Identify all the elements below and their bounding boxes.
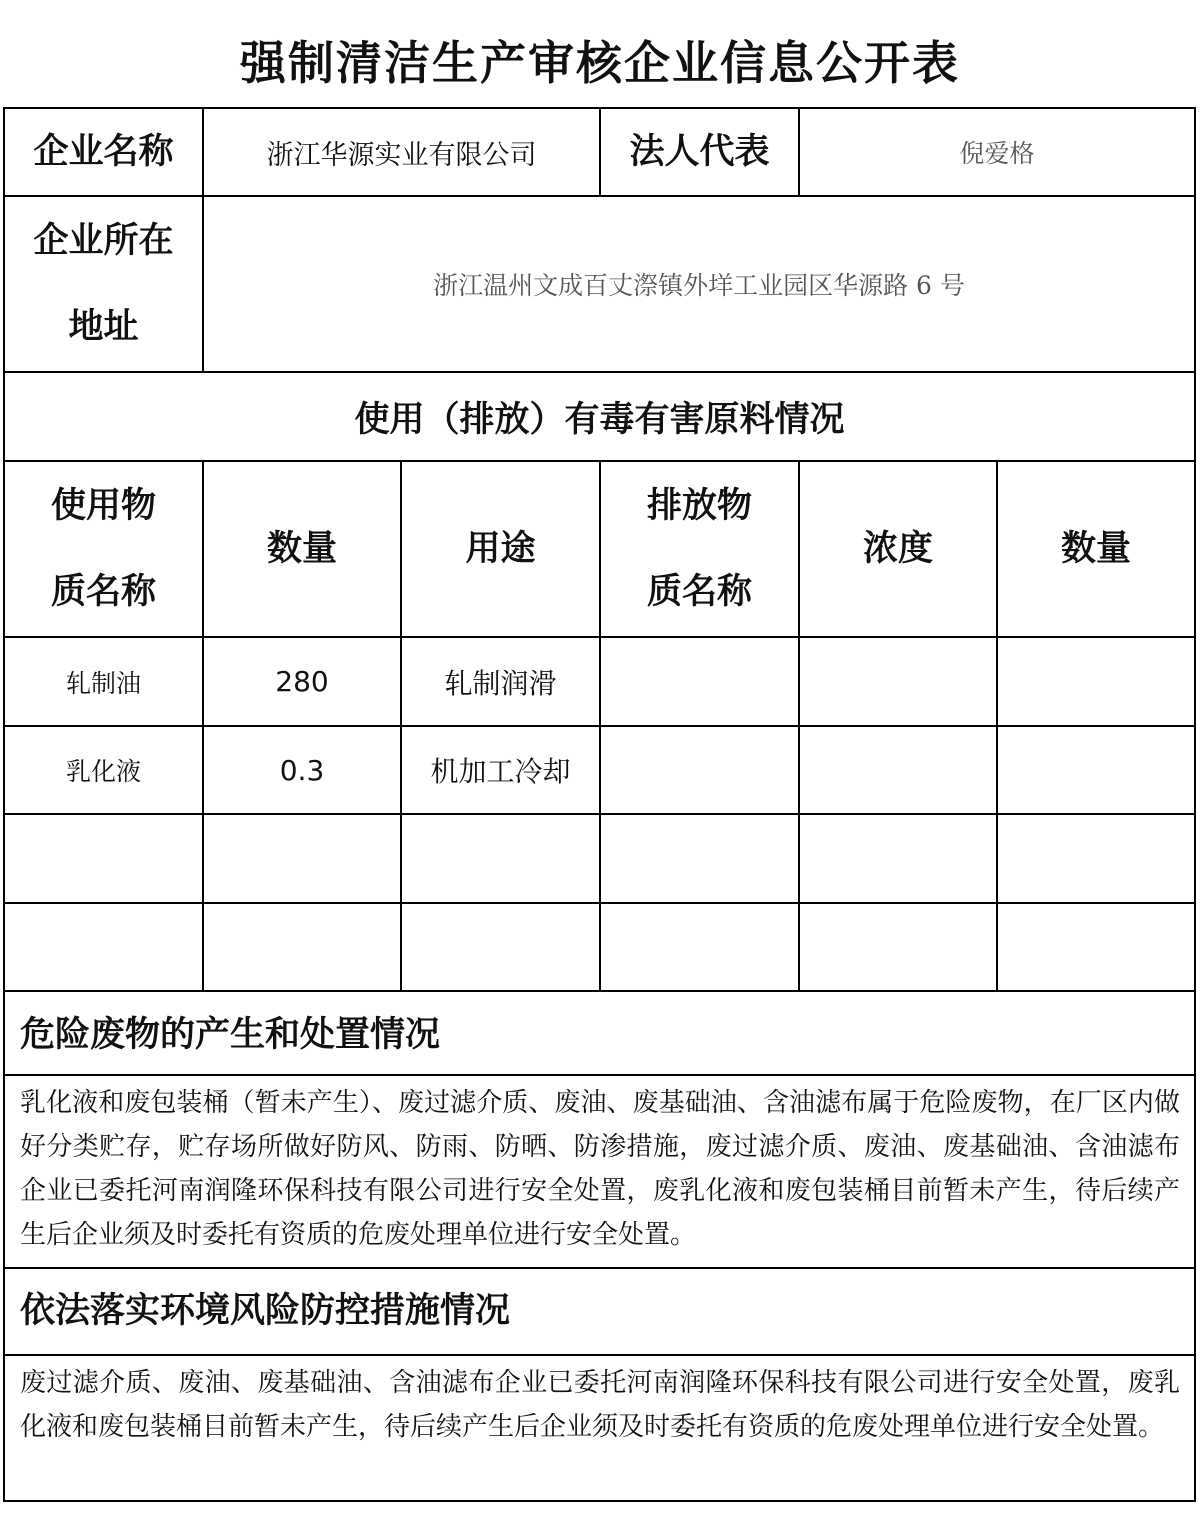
page-title: 强制清洁生产审核企业信息公开表 [240, 36, 960, 90]
header-emit-name-line2: 质名称 [646, 572, 752, 612]
row-divider [5, 1267, 1194, 1269]
address-label-line1: 企业所在 [33, 221, 174, 261]
legal-rep-label: 法人代表 [629, 132, 770, 172]
table-row-emit-name [601, 727, 798, 813]
table-row-quantity [204, 904, 400, 990]
risk-control-title: 依法落实环境风险防控措施情况 [20, 1291, 511, 1331]
table-row-emit-quantity [998, 727, 1194, 813]
row-divider [5, 1074, 1194, 1076]
header-use-name [5, 462, 202, 636]
table-row-purpose [402, 904, 599, 990]
table-row-purpose: 机加工冷却 [430, 755, 571, 788]
header-emit-name [601, 462, 798, 636]
table-row-concentration [800, 638, 996, 725]
address-label [5, 197, 202, 371]
company-name-value: 浙江华源实业有限公司 [266, 139, 537, 171]
table-row-concentration [800, 727, 996, 813]
header-purpose: 用途 [465, 529, 536, 569]
header-use-name-line2: 质名称 [50, 572, 156, 612]
table-row-name: 乳化液 [65, 757, 141, 786]
table-row-concentration [800, 904, 996, 990]
table-row-purpose: 轧制润滑 [444, 666, 557, 700]
table-row-name [5, 904, 202, 990]
header-emit-quantity: 数量 [1060, 529, 1131, 569]
address-value: 浙江温州文成百丈漈镇外垟工业园区华源路 6 号 [433, 271, 965, 300]
table-row-name: 轧制油 [65, 668, 141, 698]
table-row-emit-quantity [998, 815, 1194, 902]
table-row-quantity: 0.3 [279, 753, 325, 787]
table-row-emit-quantity [998, 638, 1194, 725]
address-label-line2: 地址 [68, 307, 139, 347]
header-quantity: 数量 [266, 529, 337, 569]
company-name-label: 企业名称 [33, 132, 174, 172]
table-row-quantity [204, 815, 400, 902]
table-row-emit-name [601, 904, 798, 990]
row-divider [5, 990, 1194, 992]
legal-rep-value: 倪爱格 [959, 139, 1035, 168]
header-use-name-line1: 使用物 [50, 486, 156, 526]
header-concentration: 浓度 [862, 529, 933, 569]
row-divider [5, 1354, 1194, 1356]
table-row-emit-quantity [998, 904, 1194, 990]
risk-control-text: 废过滤介质、废油、废基础油、含油滤布企业已委托河南润隆环保科技有限公司进行安全处置，废乳化液和废包装桶目前暂未产生，待后续产生后企业须及时委托有资质的危废处理单位进行安全处置。 [20, 1368, 1180, 1442]
hazardous-waste-title: 危险废物的产生和处置情况 [20, 1015, 441, 1055]
header-emit-name-line1: 排放物 [646, 486, 752, 526]
hazardous-waste-text: 乳化液和废包装桶（暂未产生）、废过滤介质、废油、废基础油、含油滤布属于危险废物，在厂区内做好分类贮存，贮存场所做好防风、防雨、防晒、防渗措施，废过滤介质、废油、废基础油、含油滤布企业已委托河南润隆环保科技有限公司进行安全处置，废乳化液和废包装桶目前暂未产生，待后续产生后企业须及时委托有资质的危废处理单位进行安全处置。 [20, 1088, 1180, 1250]
table-row-purpose [402, 815, 599, 902]
toxic-section-title: 使用（排放）有毒有害原料情况 [354, 399, 845, 440]
table-row-emit-name [601, 815, 798, 902]
table-row-concentration [800, 815, 996, 902]
table-row-emit-name [601, 638, 798, 725]
info-table [3, 107, 1196, 1502]
table-row-name [5, 815, 202, 902]
table-row-quantity: 280 [275, 665, 329, 698]
